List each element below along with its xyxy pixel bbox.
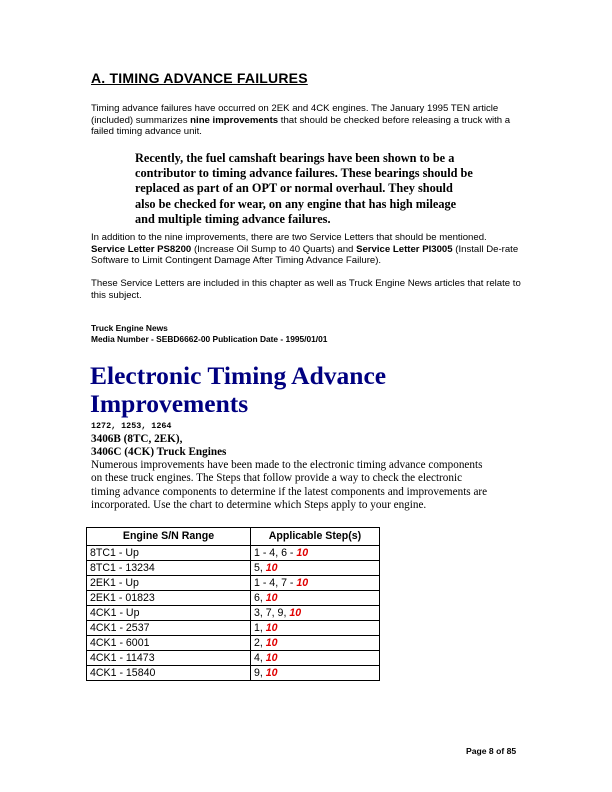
- desc-line: incorporated. Use the chart to determine which Steps apply to your engine.: [91, 498, 427, 511]
- engine-range-cell: 8TC1 - Up: [87, 546, 251, 561]
- table-header-row: [87, 528, 380, 546]
- intro-text-b: that should be checked before releasing a truck with a failed timing advance unit.: [91, 114, 511, 138]
- table-row: [87, 621, 380, 636]
- section-heading: A. TIMING ADVANCE FAILURES: [91, 70, 308, 86]
- steps-cell: [251, 591, 380, 606]
- engine-range-cell: 4CK1 - 2537: [87, 621, 251, 636]
- engine-range-cell: 2EK1 - 01823: [87, 591, 251, 606]
- steps-cell: [251, 546, 380, 561]
- article-title-line: Electronic Timing Advance: [90, 361, 387, 390]
- steps-text: 1,: [254, 621, 266, 634]
- column-header: Applicable Step(s): [251, 528, 380, 546]
- article-codes: 1272, 1253, 1264: [91, 421, 172, 431]
- news-name: Truck Engine News: [91, 323, 168, 333]
- steps-text: 6,: [254, 591, 266, 604]
- table-row: [87, 576, 380, 591]
- steps-highlight: 10: [265, 561, 278, 574]
- steps-highlight: 10: [289, 606, 302, 619]
- table-row: [87, 561, 380, 576]
- note-line: replaced as part of an OPT or normal overhaul. They should: [135, 181, 453, 196]
- steps-text: 3, 7, 9,: [254, 606, 290, 619]
- engine-range-cell: 4CK1 - 15840: [87, 666, 251, 681]
- steps-text: 9,: [254, 666, 266, 679]
- included-paragraph: These Service Letters are included in this chapter as well as Truck Engine News articles that relate to this subject.: [91, 278, 521, 301]
- article-description: [91, 459, 531, 512]
- desc-line: on these truck engines. The Steps that follow provide a way to check the electronic: [91, 472, 463, 485]
- engine-range-cell: 2EK1 - Up: [87, 576, 251, 591]
- service-text: (Increase Oil Sump to 40 Quarts) and: [191, 243, 357, 255]
- steps-highlight: 10: [265, 666, 278, 679]
- table-row: [87, 591, 380, 606]
- desc-line: Numerous improvements have been made to the electronic timing advance components: [91, 459, 483, 471]
- table-row: [87, 606, 380, 621]
- article-title: [90, 362, 386, 418]
- news-media: Media Number - SEBD6662-00 Publication Date - 1995/01/01: [91, 334, 328, 344]
- table-row: [87, 666, 380, 681]
- note-line: also be checked for wear, on any engine that has high mileage: [135, 196, 457, 211]
- steps-text: 1 - 4, 6 -: [254, 546, 297, 559]
- steps-cell: [251, 666, 380, 681]
- engine-models: [91, 433, 226, 460]
- page-number: Page 8 of 85: [466, 746, 517, 756]
- steps-highlight: 10: [265, 591, 278, 604]
- service-text: In addition to the nine improvements, there are two Service Letters that should be mentioned.: [91, 232, 487, 243]
- steps-cell: [251, 621, 380, 636]
- engine-model: 3406C (4CK) Truck Engines: [91, 446, 227, 459]
- service-letter-pi3005: Service Letter PI3005: [356, 243, 453, 255]
- column-header: Engine S/N Range: [87, 528, 251, 546]
- steps-cell: [251, 651, 380, 666]
- steps-cell: [251, 561, 380, 576]
- steps-text: 4,: [254, 651, 266, 664]
- engine-steps-table: [86, 527, 380, 681]
- engine-range-cell: 4CK1 - Up: [87, 606, 251, 621]
- steps-highlight: 10: [296, 576, 309, 589]
- table-row: [87, 546, 380, 561]
- service-letter-ps8200: Service Letter PS8200: [91, 243, 192, 255]
- steps-text: 5,: [254, 561, 266, 574]
- desc-line: timing advance components to determine if the latest components and improvements are: [91, 485, 488, 498]
- steps-cell: [251, 576, 380, 591]
- table-body: [87, 546, 380, 681]
- steps-cell: [251, 636, 380, 651]
- table-row: [87, 651, 380, 666]
- article-title-line: Improvements: [90, 389, 249, 418]
- steps-cell: [251, 606, 380, 621]
- note-line: Recently, the fuel camshaft bearings have been shown to be a: [135, 151, 455, 165]
- service-letters-paragraph: [91, 232, 523, 267]
- steps-text: 1 - 4, 7 -: [254, 576, 297, 589]
- engine-range-cell: 8TC1 - 13234: [87, 561, 251, 576]
- engine-range-cell: 4CK1 - 6001: [87, 636, 251, 651]
- news-source: [91, 323, 327, 345]
- note-line: contributor to timing advance failures. These bearings should be: [135, 166, 473, 181]
- intro-paragraph: [91, 103, 523, 138]
- steps-text: 2,: [254, 636, 266, 649]
- service-text: (Install De-rate Software to Limit Contingent Damage After Timing Advance Failure).: [91, 243, 519, 267]
- steps-highlight: 10: [265, 651, 278, 664]
- intro-bold: nine improvements: [190, 114, 279, 126]
- steps-highlight: 10: [296, 546, 309, 559]
- table-row: [87, 636, 380, 651]
- bearing-note: [135, 151, 495, 227]
- note-line: and multiple timing advance failures.: [135, 211, 331, 226]
- steps-highlight: 10: [265, 636, 278, 649]
- intro-text-a: Timing advance failures have occurred on 2EK and 4CK engines. The January 1995 TEN article (included) summarizes: [91, 103, 499, 126]
- engine-range-cell: 4CK1 - 11473: [87, 651, 251, 666]
- steps-highlight: 10: [265, 621, 278, 634]
- engine-model: 3406B (8TC, 2EK),: [91, 433, 183, 445]
